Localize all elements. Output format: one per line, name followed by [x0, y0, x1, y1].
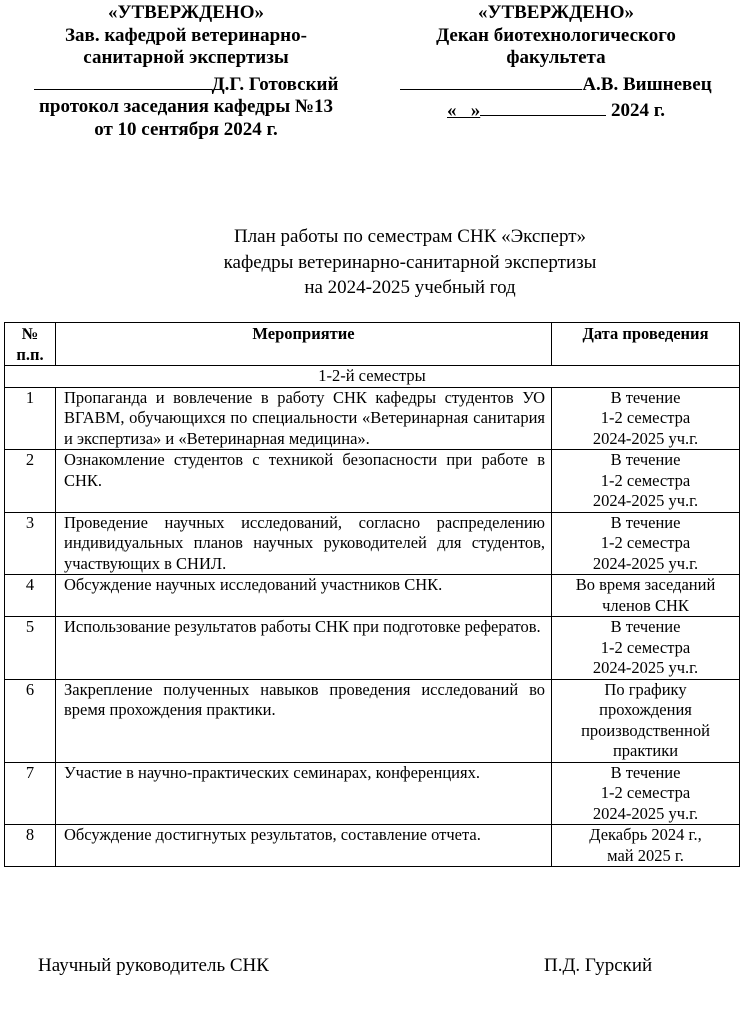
plan-title-line: на 2024-2025 учебный год [304, 277, 516, 298]
row-event: Обсуждение научных исследований участников СНК. [56, 575, 552, 617]
approval-signature-line [14, 70, 358, 97]
table-row [5, 450, 740, 513]
row-number: 2 [5, 450, 56, 513]
approval-block-dean [386, 2, 726, 123]
row-date [552, 679, 740, 762]
signature-blank [34, 70, 212, 90]
row-event: Обсуждение достигнутых результатов, составление отчета. [56, 825, 552, 867]
row-date-line: 2024-2025 уч.г. [592, 428, 699, 448]
row-date-line: В течение [610, 512, 681, 532]
header-date: Дата проведения [552, 323, 740, 366]
row-event: Пропаганда и вовлечение в работу СНК кафедры студентов УО ВГАВМ, обучающихся по специальности «Ветеринарная санитария и экспертиза» и «Ветеринарная медицина». [56, 387, 552, 450]
date-blank [480, 96, 606, 116]
row-date [552, 617, 740, 680]
approval-position-cont: санитарной экспертизы [83, 47, 289, 69]
row-date-line: прохождения [599, 700, 692, 719]
header-event: Мероприятие [56, 323, 552, 366]
table-row [5, 617, 740, 680]
semester-row [5, 366, 740, 388]
row-date [552, 387, 740, 450]
row-number: 8 [5, 825, 56, 867]
semester-label: 1-2-й семестры [5, 366, 740, 388]
row-date-line: В течение [610, 387, 681, 407]
approval-position-cont: факультета [506, 47, 606, 69]
approval-position: Декан биотехнологического [436, 24, 676, 46]
row-date [552, 575, 740, 617]
row-number: 5 [5, 617, 56, 680]
approval-heading: «УТВЕРЖДЕНО» [478, 2, 634, 23]
supervisor-name: П.Д. Гурский [544, 955, 653, 976]
row-date [552, 825, 740, 867]
row-date-line: 2024-2025 уч.г. [592, 553, 699, 573]
approval-position: Зав. кафедрой ветеринарно- [65, 24, 307, 46]
row-date [552, 762, 740, 825]
approval-date-quote: « » [447, 100, 481, 122]
row-event: Проведение научных исследований, согласно распределению индивидуальных планов научных руководителей для студентов, участвующих в СНИЛ. [56, 512, 552, 575]
row-number: 7 [5, 762, 56, 825]
row-date-line: В течение [610, 617, 681, 636]
row-event: Использование результатов работы СНК при подготовке рефератов. [56, 617, 552, 680]
table-row [5, 575, 740, 617]
row-date-line: 1-2 семестра [600, 637, 691, 657]
row-event: Участие в научно-практических семинарах, конференциях. [56, 762, 552, 825]
table-row [5, 825, 740, 867]
row-date-line: 2024-2025 уч.г. [592, 491, 699, 510]
row-date-line: Декабрь 2024 г., [589, 825, 702, 844]
approval-signature-line [386, 70, 726, 97]
row-date-line: производственной [581, 720, 710, 740]
table-row [5, 762, 740, 825]
row-date [552, 450, 740, 513]
approval-signer: Д.Г. Готовский [211, 73, 339, 95]
header-num-line: п.п. [16, 344, 44, 364]
row-date-line: 1-2 семестра [600, 533, 691, 552]
row-date-line: 1-2 семестра [600, 408, 691, 427]
header-num-line: № [21, 324, 39, 343]
row-event: Закрепление полученных навыков проведения исследований во время прохождения практики. [56, 679, 552, 762]
row-number: 4 [5, 575, 56, 617]
plan-title-line: План работы по семестрам СНК «Эксперт» [233, 226, 587, 247]
row-date-line: май 2025 г. [607, 845, 684, 865]
approval-year: 2024 г. [611, 100, 665, 122]
table-row [5, 387, 740, 450]
approval-signer: А.В. Вишневец [582, 73, 712, 95]
header-num [5, 323, 56, 366]
row-date-line: практики [612, 741, 679, 760]
row-date-line: 2024-2025 уч.г. [592, 803, 699, 823]
approval-heading: «УТВЕРЖДЕНО» [108, 2, 264, 23]
row-date-line: Во время заседаний [575, 575, 716, 594]
row-date-line: 2024-2025 уч.г. [592, 658, 699, 677]
plan-table [4, 322, 740, 867]
table-header-row [5, 323, 740, 366]
plan-title [120, 224, 700, 301]
supervisor-role: Научный руководитель СНК [38, 955, 269, 976]
approval-date-line [386, 96, 726, 123]
approval-block-head-of-department [14, 2, 358, 142]
row-event: Ознакомление студентов с техникой безопасности при работе в СНК. [56, 450, 552, 513]
row-date-line: 1-2 семестра [600, 783, 691, 802]
row-date-line: 1-2 семестра [600, 470, 691, 490]
approval-protocol: протокол заседания кафедры №13 [38, 96, 334, 118]
row-number: 3 [5, 512, 56, 575]
plan-title-line: кафедры ветеринарно-санитарной экспертизы [223, 251, 597, 273]
signature-blank [400, 70, 582, 90]
approval-date: от 10 сентября 2024 г. [94, 118, 278, 140]
row-date [552, 512, 740, 575]
row-number: 1 [5, 387, 56, 450]
table-row [5, 512, 740, 575]
row-date-line: В течение [610, 762, 681, 782]
row-number: 6 [5, 679, 56, 762]
row-date-line: По графику [604, 679, 687, 699]
row-date-line: членов СНК [602, 595, 689, 615]
table-row [5, 679, 740, 762]
row-date-line: В течение [610, 450, 681, 469]
